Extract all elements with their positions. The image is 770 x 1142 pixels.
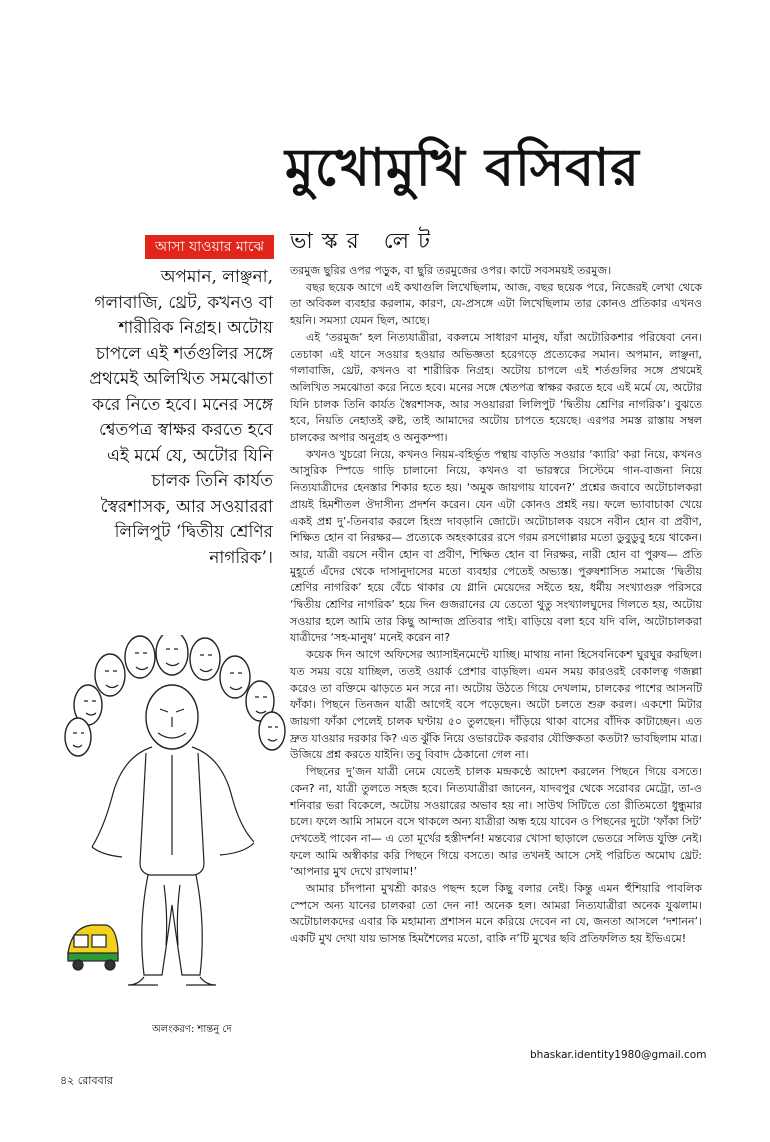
paragraph: কখনও খুচরো নিয়ে, কখনও নিয়ম-বহির্ভূত পন্থায় বাড়তি সওয়ার ‘ক্যারি’ করা নিয়ে, কখনও আসুরিক স্পিডে গাড়ি চালানো নিয়ে, কখনও বা ভারস্বরে সিস্টেমে গান-বাজনা নিয়ে নিত্যযাত্রীদের হেনস্তার শিকার হতে হয়। ‘অমুক জায়গায় যাবেন?’ প্রশ্নের জবাবে অটোচালকরা প্রায়ই হিমশীতল ঔদাসীন্য প্রদর্শন করেন। যেন এটা কোনও প্রশ্নই নয়। ফলে ভ্যাবাচাকা খেয়ে একই প্রশ্ন দু’-তিনবার করলে হিংস্র দাবড়ানি জোটে। অটোচালক বয়সে নবীন হোন বা প্রবীণ, শিক্ষিত হোন বা নিরক্ষর— প্রত্যেকে অহংকারের রসে গরম রসগোল্লার মতো ডুবুডুবু হয়ে থাকেন। আর, যাত্রী বয়সে নবীন হোন বা প্রবীণ, শিক্ষিত হোন বা নিরক্ষর, নারী হোন বা পুরুষ— প্রতি মুহূর্তে এঁদের থেকে দাসানুদাসের মতো ব্যবহার পেতেই অভ্যস্ত। পুরুষশাসিত সমাজে ‘দ্বিতীয় শ্রেণির নাগরিক’ হয়ে বেঁচে থাকার যে গ্লানি মেয়েদের সইতে হয়, ধর্মীয় সংখ্যাগুরু পরিসরে ‘দ্বিতীয় শ্রেণির নাগরিক’ হয়ে দিন গুজরানের যে তেতো থুতু সংখ্যালঘুদের গিলতে হয়, অটোয় সওয়ার হলে আমি তার কিছু আন্দাজ প্রতিবার পাই। বাড়িয়ে বলা হবে যদি বলি, অটোচালকরা যাত্রীদের ‘সহ-মানুষ’ মনেই করেন না? — [290, 447, 702, 645]
pull-quote — [88, 265, 273, 571]
paragraph: পিছনের দু’জন যাত্রী নেমে যেতেই চালক মন্দ্রকণ্ঠে আদেশ করলেন পিছনে গিয়ে বসতে। কেন? না, যাত্রী তুলতে সহজ হবে। নিত্যযাত্রীরা জানেন, যাদবপুর থেকে সরোবর মেট্রো, তা-ও শনিবার ভরা বিকেলে, অটোয় সওয়ারের অভাব হয় না। সাউথ সিটিতে তো রীতিমতো ধুন্ধুমার চলে। ফলে আমি সামনে বসে থাকলে অন্য যাত্রীরা অন্ধ হয়ে যাবেন ও পিছনের দুটো ‘ফাঁকা সিট’ দেখতেই পাবেন না— এ তো মূর্খের হস্তীদর্শন! মন্তব্যের খোসা ছাড়ালে ভেতরে সলিড যুক্তি নেই। ফলে আমি অস্বীকার করি পিছনে গিয়ে বসতে। আর তখনই আসে সেই পরিচিত অমোঘ থ্রেট: ‘আপনার মুখ দেখে রাখলাম!’ — [290, 765, 702, 879]
paragraph: কয়েক দিন আগে অফিসের অ্যাসাইনমেন্টে যাচ্ছি। মাথায় নানা হিসেবনিকেশ ঘুরঘুর করছিল। যত সময় বয়ে যাচ্ছিল, ততই ওয়ার্ক প্রেশার বাড়ছিল। এমন সময় কারওরই বেকালত্ব গজল্লা করেও তা বক্তিমে ঝাড়তে মন সরে না। অটোয় উঠতে গিয়ে দেখলাম, চালকের পাশের আসনটি ফাঁকা। পিছনে তিনজন যাত্রী আগেই বসে পড়েছেন। অটো চলতে শুরু করল। একশো মিটার জায়গা ফাঁকা পেলেই চালক ঘণ্টায় ৫০ তুলছেন। দাঁড়িয়ে থাকা বাসের বাঁদিক কাটাচ্ছেন। এত দ্রুত যাওয়ার দরকার কি? এত ঝুঁকি নিয়ে ওভারটেক করবার যৌক্তিকতা কতটা? ভাবছিলাম মাত্র। উজিয়ে প্রশ্ন করতে যাইনি। তবু বিবাদ ঠেকানো গেল না। — [290, 648, 702, 762]
paragraph: আমার চাঁদপানা মুখশ্রী কারও পছন্দ হলে কিছু বলার নেই। কিন্তু এমন হুঁশিয়ারি পাবলিক স্পেসে অন্য যানের চালকরা তো দেন না! অনেক হল। আমরা নিত্যযাত্রীরা অনেক যুঝলাম। অটোচালকদের এবার কি মহামান্য প্রশাসন মনে করিয়ে দেবেন না যে, জনতা আসলে ‘দশানন’। একটি মুখ দেখা যায় ভাসন্ত হিমশৈলের মতো, বাকি ন’টি মুখের ছবি প্রতিফলিত হয় ইভিএমে! — [290, 882, 702, 946]
section-tag: আসা যাওয়ার মাঝে — [145, 235, 274, 259]
paragraph: তরমুজ ছুরির ওপর পড়ুক, বা ছুরি তরমুজের ওপর। কাটে সবসময়ই তরমুজ। — [290, 264, 612, 277]
illustration-credit: অলংকরণ: শান্তনু দে — [152, 1024, 232, 1035]
pull-quote-text: অপমান, লাঞ্ছনা, গলাবাজি, থ্রেট, কখনও বা শারীরিক নিগ্রহ। অটোয় চাপলে এই শর্তগুলির সঙ্গে প্রথমেই অলিখিত সমঝোতা করে নিতে হবে। মনের সঙ্গে শ্বেতপত্র স্বাক্ষর করতে হবে এই মর্মে যে, অটোর যিনি চালক তিনি কার্যত স্বৈরশাসক, আর সওয়াররা লিলিপুট ‘দ্বিতীয় শ্রেণির নাগরিক’। — [89, 267, 273, 568]
illustration-ten-headed-driver — [60, 635, 295, 1005]
page-footer: ৪২ রোববার — [60, 1074, 113, 1087]
article-body — [290, 263, 702, 948]
paragraph: বছর ছয়েক আগে এই কথাগুলি লিখেছিলাম, আজ, বছর ছয়েক পরে, নিজেরই লেখা থেকে তা অবিকল ব্যবহার করলাম, কারণ, যে-প্রসঙ্গে এটা লিখেছিলাম তার কোনও প্রতিকার এখনও হয়নি। সমস্যা যেমন ছিল, আছে। — [290, 280, 702, 328]
author-email: bhaskar.identity1980@gmail.com — [530, 1049, 707, 1061]
paragraph: এই ‘তরমুজ’ হল নিত্যযাত্রীরা, বকলমে সাধারণ মানুষ, যাঁরা অটোরিকশার পরিষেবা নেন। তেচাকা এই যানে সওয়ার হওয়ার অভিজ্ঞতা হরেগড়ে প্রত্যেকের সমান। অপমান, লাঞ্ছনা, গলাবাজি, থ্রেট, কখনও বা শারীরিক নিগ্রহ। অটোয় চাপলে এই শর্তগুলির সঙ্গে প্রথমেই অলিখিত সমঝোতা করে নিতে হবে। মনের সঙ্গে শ্বেতপত্র স্বাক্ষর করতে হবে এই মর্মে যে, অটোর যিনি চালক তিনি কার্যত স্বৈরশাসক, আর সওয়াররা লিলিপুট ‘দ্বিতীয় শ্রেণির নাগরিক’। বুঝতে হবে, নিয়তি নেহাতই রুষ্ট, তাই আমাদের অটোয় চাপতে হয়েছে। এরপর সমস্ত রাস্তায় সম্বল চালকের অপার অনুগ্রহ ও অনুকম্পা। — [290, 330, 702, 445]
article-title: মুখোমুখি বসিবার — [285, 137, 640, 198]
author-name: ভাস্কর লেট — [290, 229, 440, 254]
